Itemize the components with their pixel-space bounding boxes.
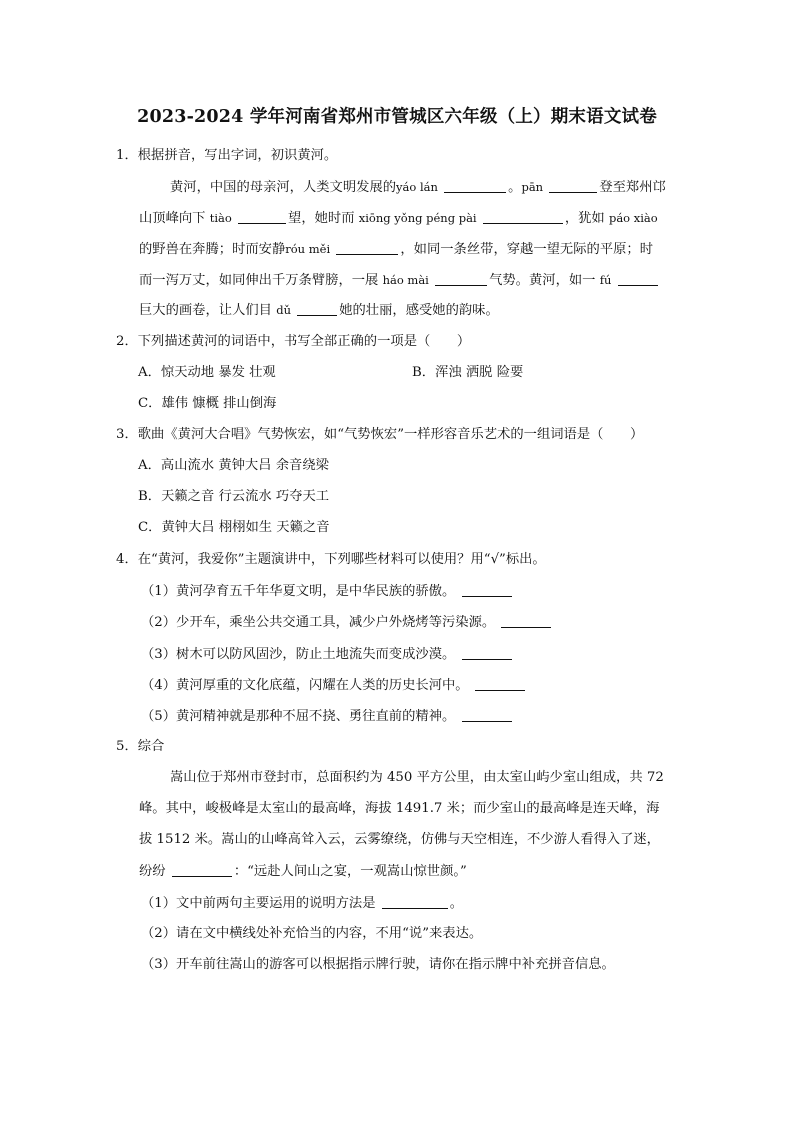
item-text: （1）黄河孕育五千年华夏文明，是中华民族的骄傲。 [141, 584, 456, 599]
text: 。 [508, 180, 522, 195]
question-2-options-row [138, 363, 698, 383]
passage-line: 峰。其中，峻极峰是太室山的最高峰，海拔 1491.7 米；而少室山的最高峰是连天峰，海 [139, 801, 660, 816]
question-1-line-3 [139, 239, 653, 260]
list-item [141, 675, 527, 696]
text: 登至郑州邙 [599, 180, 666, 195]
item-text: （4）黄河厚重的文化底蕴，闪耀在人类的历史长河中。 [141, 678, 469, 693]
answer-blank[interactable] [336, 239, 398, 255]
pinyin: páo xiào [608, 211, 658, 225]
check-blank[interactable] [462, 706, 512, 722]
text: 的野兽在奔腾；时而安静 [139, 242, 286, 257]
answer-blank[interactable] [618, 270, 658, 286]
text: （1）文中前两句主要运用的说明方法是 [141, 896, 376, 911]
pinyin: fú [599, 273, 612, 287]
list-item [141, 612, 553, 633]
answer-blank[interactable] [297, 300, 337, 316]
sub-question-2: （2）请在文中横线处补充恰当的内容，不用“说”来表达。 [141, 926, 483, 941]
option-b[interactable]: B．浑浊 洒脱 险要 [412, 365, 524, 380]
passage-line: 拔 1512 米。嵩山的山峰高耸入云，云雾缭绕，仿佛与天空相连，不少游人看得入了迷， [139, 832, 660, 847]
pinyin: tiào [209, 211, 232, 225]
list-item [141, 644, 514, 665]
question-1-line-2 [139, 208, 658, 229]
check-blank[interactable] [462, 581, 512, 597]
text: ：“远赴人间山之宴，一观嵩山惊世颜。” [233, 864, 467, 879]
item-text: （3）树木可以防风固沙，防止土地流失而变成沙漠。 [141, 647, 456, 662]
item-text: （5）黄河精神就是那种不屈不挠、勇往直前的精神。 [141, 709, 456, 724]
question-4-stem: 4．在“黄河，我爱你”主题演讲中，下列哪些材料可以使用？用“√”标出。 [116, 552, 546, 567]
option-c[interactable]: C．雄伟 慷概 排山倒海 [138, 396, 277, 411]
passage-line: 嵩山位于郑州市登封市，总面积约为 450 平方公里，由太室山屿少室山组成，共 72 [170, 770, 664, 785]
question-1-line-1 [170, 177, 666, 198]
text: 黄河，中国的母亲河，人类文明发展的 [170, 180, 397, 195]
page-title: 2023-2024 学年河南省郑州市管城区六年级（上）期末语文试卷 [137, 107, 657, 127]
answer-blank[interactable] [444, 177, 506, 193]
question-1-line-4 [139, 270, 660, 291]
check-blank[interactable] [462, 644, 512, 660]
list-item [141, 581, 514, 602]
question-1-line-5 [139, 300, 499, 321]
text: ，如同一条丝带，穿越一望无际的平原；时 [400, 242, 654, 257]
text: 。 [449, 896, 464, 911]
question-3-stem: 3．歌曲《黄河大合唱》气势恢宏，如“气势恢宏”一样形容音乐艺术的一组词语是（ ） [116, 427, 644, 442]
answer-blank[interactable] [549, 177, 597, 193]
text: 山顶峰向下 [139, 211, 206, 226]
question-5-stem: 5．综合 [116, 739, 165, 754]
option-b[interactable]: B．天籁之音 行云流水 巧夺天工 [138, 489, 330, 504]
text: 望，她时而 [288, 211, 355, 226]
answer-blank[interactable] [483, 208, 563, 224]
text: 而一泻万丈，如同伸出千万条臂膀，一展 [139, 273, 379, 288]
sub-question-3: （3）开车前往嵩山的游客可以根据指示牌行驶，请你在指示牌中补充拼音信息。 [141, 957, 615, 972]
text: ，犹如 [564, 211, 605, 226]
list-item [141, 706, 514, 727]
option-a[interactable]: A．高山流水 黄钟大吕 余音绕梁 [138, 458, 329, 473]
pinyin: pān [521, 180, 544, 194]
item-text: （2）少开车，乘坐公共交通工具，减少户外烧烤等污染源。 [141, 615, 496, 630]
check-blank[interactable] [475, 675, 525, 691]
answer-blank[interactable] [172, 861, 232, 877]
pinyin: dǔ [276, 303, 291, 317]
question-1-stem: 1．根据拼音，写出字词，初识黄河。 [116, 148, 338, 163]
text: 巨大的画卷，让人们目 [139, 303, 272, 318]
answer-blank[interactable] [382, 893, 448, 909]
pinyin: háo mài [382, 273, 429, 287]
pinyin: xiōng yǒng péng pài [358, 211, 477, 225]
pinyin: róu měi [285, 242, 331, 256]
sub-question-1 [141, 893, 463, 914]
option-a[interactable]: A．惊天动地 暴发 壮观 [138, 365, 276, 380]
text: 她的壮丽，感受她的韵味。 [339, 303, 499, 318]
check-blank[interactable] [501, 612, 551, 628]
answer-blank[interactable] [238, 208, 286, 224]
pinyin: yáo lán [396, 180, 438, 194]
question-2-stem: 2．下列描述黄河的词语中，书写全部正确的一项是（ ） [116, 334, 471, 349]
text: 气势。黄河，如一 [489, 273, 596, 288]
text: 纷纷 [139, 864, 166, 879]
answer-blank[interactable] [435, 270, 487, 286]
option-c[interactable]: C．黄钟大吕 栩栩如生 天籁之音 [138, 520, 330, 535]
passage-line [139, 861, 467, 882]
